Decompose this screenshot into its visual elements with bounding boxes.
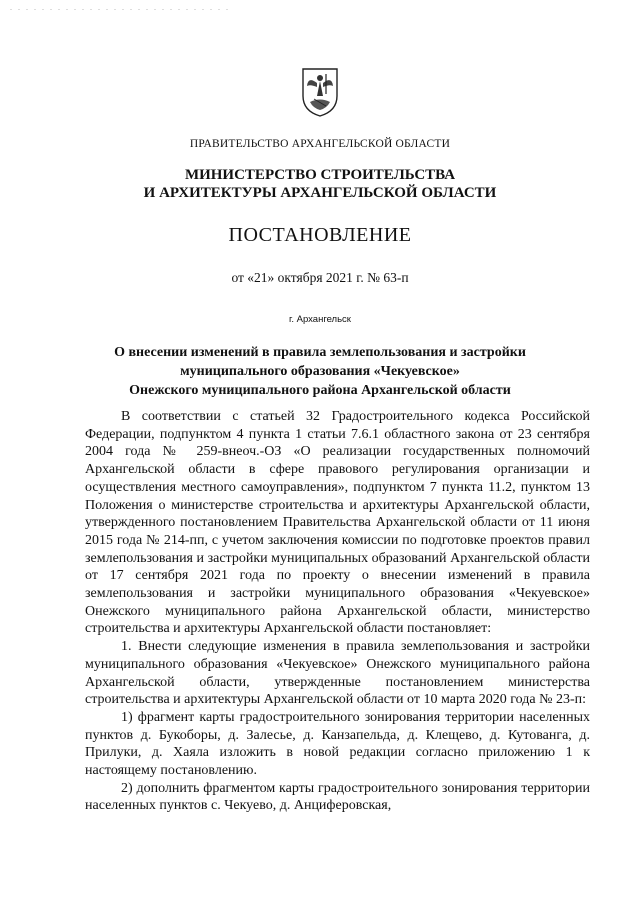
subject-line3: Онежского муниципального района Архангельской области	[129, 383, 511, 398]
paragraph-item-1: 1. Внести следующие изменения в правила землепользования и застройки муниципального образования «Чекуевское» Онежского муниципального района Архангельской области, утвержденные постановлением министерства строительства и архитектуры Архангельской области от 10 марта 2020 года № 23-п:	[85, 639, 590, 708]
ministry-title-line1: МИНИСТЕРСТВО СТРОИТЕЛЬСТВА	[184, 167, 456, 183]
scan-artifact	[10, 8, 230, 11]
paragraph-preamble: В соответствии с статьей 32 Градостроительного кодекса Российской Федерации, подпунктом 4 пункта 1 статьи 7.6.1 областного закона от 23 сентября 2004 года № 259-внеоч.-ОЗ «О реализации государственных полномочий Архангельской области в сфере правового регулирования организации и осуществления местного самоуправления», подпунктом 7 пункта 11.2, пунктом 13 Положения о министерстве строительства и архитектуры Архангельской области, утвержденного постановлением Правительства Архангельской области от 11 июня 2015 года № 214-пп, с учетом заключения комиссии по подготовке проектов правил землепользования и застройки муниципальных образований Архангельской области от 17 сентября 2021 года по проекту о внесении изменений в правила землепользования и застройки муниципального образования «Чекуевское» Онежского муниципального района Архангельской области, министерство строительства и архитектуры Архангельской области постановляет:	[85, 409, 590, 637]
document-subject	[0, 343, 640, 400]
subject-line1: О внесении изменений в правила землепользования и застройки	[114, 345, 526, 360]
paragraph-subitem-1: 1) фрагмент карты градостроительного зонирования территории населенных пунктов д. Букоборы, д. Залесье, д. Канзапельда, д. Клещево, д. Кутованга, д. Прилуки, д. Хаяла изложить в новой редакции согласно приложению 1 к настоящему постановлению.	[85, 709, 590, 779]
ministry-title-line2: И АРХИТЕКТУРЫ АРХАНГЕЛЬСКОЙ ОБЛАСТИ	[143, 185, 497, 201]
document-body	[85, 408, 590, 815]
coat-of-arms-icon	[300, 66, 340, 118]
ministry-title	[0, 166, 640, 202]
government-title: ПРАВИТЕЛЬСТВО АРХАНГЕЛЬСКОЙ ОБЛАСТИ	[189, 138, 451, 150]
date-number: от «21» октября 2021 г. № 63-п	[231, 270, 409, 285]
subject-line2: муниципального образования «Чекуевское»	[180, 364, 460, 379]
city-label: г. Архангельск	[289, 314, 351, 325]
document-type: ПОСТАНОВЛЕНИЕ	[228, 224, 412, 246]
paragraph-subitem-2: 2) дополнить фрагментом карты градостроительного зонирования территории населенных пунктов с. Чекуево, д. Анциферовская,	[85, 780, 590, 814]
